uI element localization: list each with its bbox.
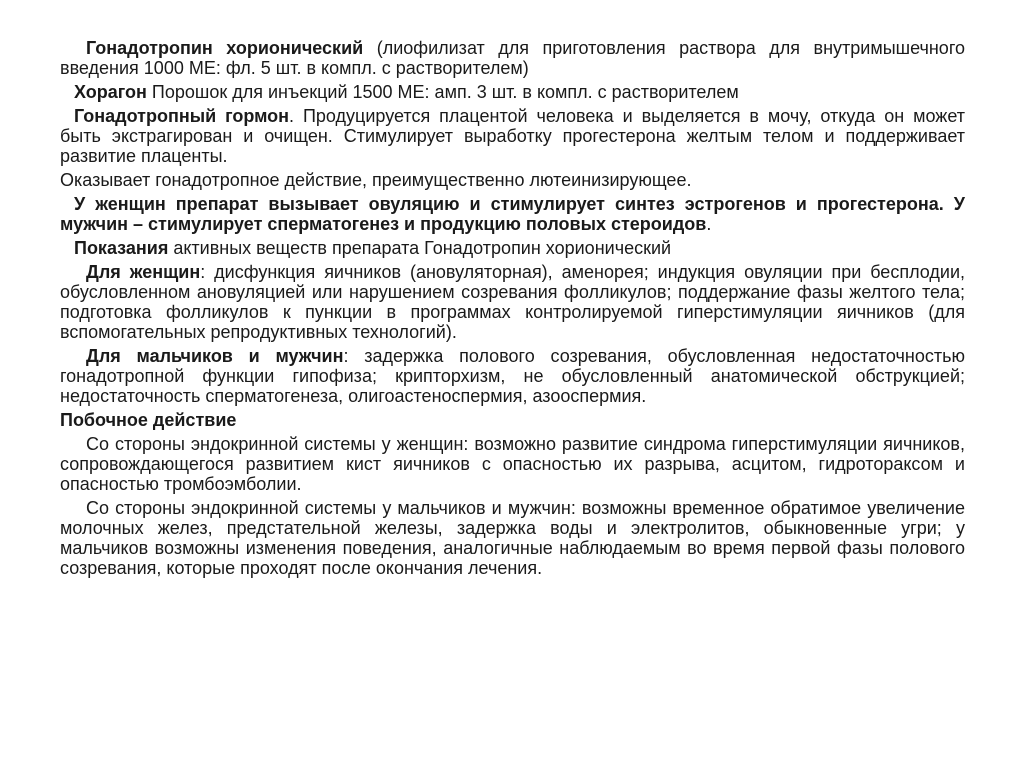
drug-form-horagon: Порошок для инъекций 1500 МЕ: амп. 3 шт. в компл. с растворителем bbox=[146, 82, 739, 102]
paragraph-drug-gonadotropin bbox=[60, 38, 965, 78]
document-body bbox=[60, 38, 965, 582]
paragraph-side-effects-men bbox=[60, 498, 965, 578]
paragraph-hormone-description bbox=[60, 106, 965, 166]
indications-heading: Показания bbox=[74, 238, 169, 258]
indications-women-label: Для женщин bbox=[86, 262, 201, 282]
drug-form-gonadotropin: (лиофилизат для приготовления раствора для внутримышечного введения 1000 МЕ: фл. 5 шт. в компл. с растворителем) bbox=[60, 38, 966, 78]
paragraph-indications-men bbox=[60, 346, 965, 406]
indications-men-text: : задержка полового созревания, обусловленная недостаточностью гонадотропной функции гипофиза; крипторхизм, не обусловленный анатомической обструкцией; недостаточность сперматогенеза, олигоастеноспермия, азооспермия. bbox=[60, 346, 965, 406]
paragraph-side-effects-women bbox=[60, 434, 965, 494]
hormone-description-text: . Продуцируется плацентой человека и выделяется в мочу, откуда он может быть экстрагирован и очищен. Стимулирует выработку прогестерона желтым телом и поддерживает развитие плаценты. bbox=[60, 106, 965, 166]
paragraph-indications-heading bbox=[60, 238, 965, 258]
hormone-term: Гонадотропный гормон bbox=[74, 106, 290, 126]
paragraph-side-effects-heading bbox=[60, 410, 965, 430]
effects-bold-text: У женщин препарат вызывает овуляцию и стимулирует синтез эстрогенов и прогестерона. У мужчин – стимулирует сперматогенез и продукцию половых стероидов bbox=[60, 194, 965, 234]
indications-women-text: : дисфункция яичников (ановуляторная), аменорея; индукция овуляции при бесплодии, обусловленном ановуляцией или нарушением созревания фолликулов; поддержание фазы желтого тела; подготовка фолликулов к пункции в программах контролируемой гиперстимуляции яичников (для вспомогательных репродуктивных технологий). bbox=[60, 262, 966, 342]
paragraph-drug-horagon bbox=[60, 82, 965, 102]
effects-period: . bbox=[706, 214, 712, 234]
side-effects-men-text: Со стороны эндокринной системы у мальчиков и мужчин: возможны временное обратимое увеличение молочных желез, предстательной железы, задержка воды и электролитов, обыкновенные угри; у мальчиков возможны изменения поведения, аналогичные наблюдаемым во время первой фазы полового созревания, которые проходят после окончания лечения. bbox=[60, 498, 965, 578]
paragraph-effects bbox=[60, 194, 965, 234]
indications-heading-text: активных веществ препарата Гонадотропин хорионический bbox=[168, 238, 672, 258]
indications-men-label: Для мальчиков и мужчин bbox=[86, 346, 344, 366]
drug-name-horagon: Хорагон bbox=[74, 82, 147, 102]
side-effects-heading: Побочное действие bbox=[60, 410, 237, 430]
paragraph-indications-women bbox=[60, 262, 965, 342]
drug-name-gonadotropin: Гонадотропин хорионический bbox=[86, 38, 364, 58]
action-text: Оказывает гонадотропное действие, преимущественно лютеинизирующее. bbox=[60, 170, 692, 190]
paragraph-action bbox=[60, 170, 965, 190]
side-effects-women-text: Со стороны эндокринной системы у женщин: возможно развитие синдрома гиперстимуляции яичников, сопровождающегося развитием кист яичников с опасностью их разрыва, асцитом, гидротораксом и опасностью тромбоэмболии. bbox=[60, 434, 965, 494]
